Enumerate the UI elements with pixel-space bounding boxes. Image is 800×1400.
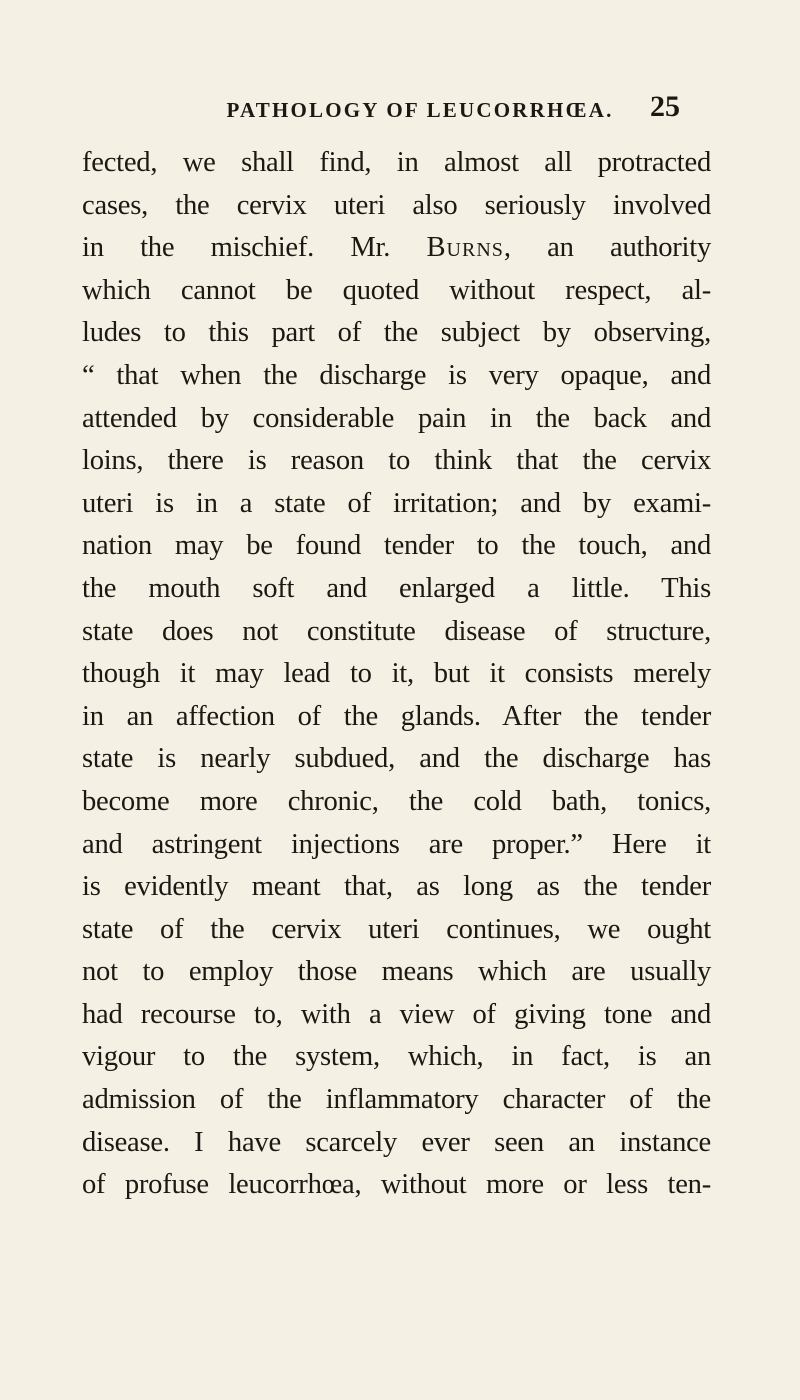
text-line: uteri is in a state of irritation; and by exami-	[82, 487, 711, 519]
running-title: PATHOLOGY OF LEUCORRHŒA.	[226, 98, 614, 122]
text-line: vigour to the system, which, in fact, is an	[82, 1041, 711, 1073]
text-span: in the mischief. Mr.	[82, 232, 427, 264]
text-line: disease. I have scarcely ever seen an instance	[82, 1126, 711, 1158]
text-line: become more chronic, the cold bath, tonics,	[82, 785, 711, 817]
author-name: Burns	[426, 232, 504, 264]
text-line: cases, the cervix uteri also seriously involved	[82, 189, 711, 221]
text-line: state of the cervix uteri continues, we ought	[82, 913, 711, 945]
text-line: is evidently meant that, as long as the tender	[82, 871, 711, 903]
text-line: though it may lead to it, but it consists merely	[82, 658, 711, 690]
page-number: 25	[650, 90, 680, 123]
text-line: state does not constitute disease of structure,	[82, 615, 711, 647]
text-line: had recourse to, with a view of giving tone and	[82, 998, 711, 1030]
text-line: of profuse leucorrhœa, without more or less ten-	[82, 1169, 711, 1201]
text-line: not to employ those means which are usually	[82, 956, 711, 988]
text-line: and astringent injections are proper.” Here it	[82, 828, 711, 860]
running-head	[0, 88, 800, 128]
text-line: attended by considerable pain in the back and	[82, 402, 711, 434]
text-line: the mouth soft and enlarged a little. This	[82, 572, 711, 604]
text-line: which cannot be quoted without respect, al-	[82, 274, 711, 306]
text-line: fected, we shall find, in almost all protracted	[82, 147, 711, 178]
text-line: “ that when the discharge is very opaque, and	[82, 359, 711, 391]
text-line: ludes to this part of the subject by observing,	[82, 317, 711, 349]
text-span: , an authority	[503, 232, 711, 264]
text-line: admission of the inflammatory character of the	[82, 1084, 711, 1116]
text-line: nation may be found tender to the touch, and	[82, 530, 711, 562]
text-line: loins, there is reason to think that the cervix	[82, 445, 711, 477]
text-line	[82, 227, 711, 270]
text-line: state is nearly subdued, and the discharge has	[82, 743, 711, 775]
text-line: in an affection of the glands. After the tender	[82, 700, 711, 732]
body-text	[82, 142, 711, 1207]
